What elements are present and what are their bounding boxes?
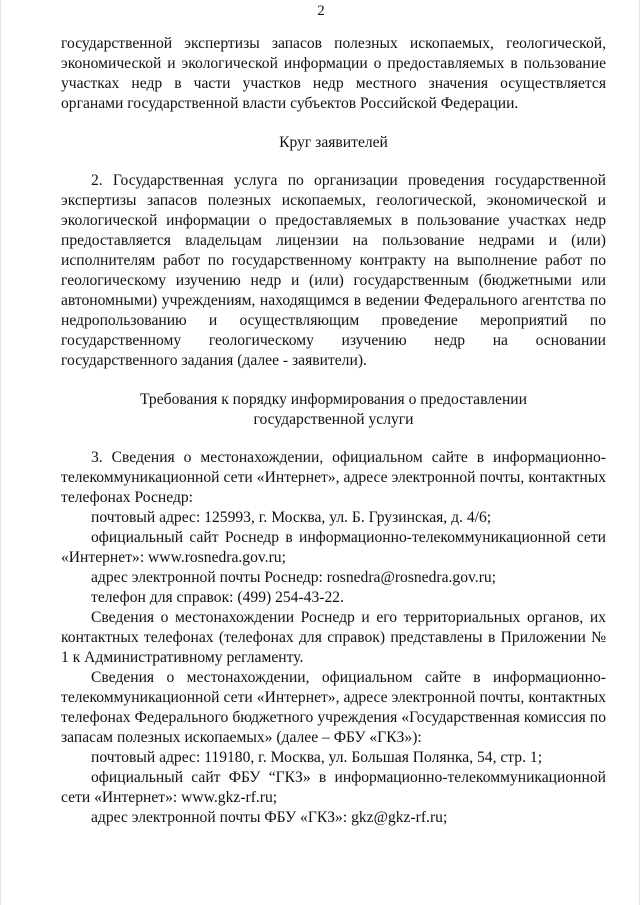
paragraph-gkz-postal-address: почтовый адрес: 119180, г. Москва, ул. Большая Полянка, 54, стр. 1;	[91, 749, 543, 766]
spacer	[61, 430, 606, 448]
page-number: 2	[317, 3, 325, 19]
document-body	[61, 34, 606, 828]
paragraph-gkz-info-intro: Сведения о местонахождении, официальном сайте в информационно-телекоммуникационной сети «Интернет», адресе электронной почты, контактных телефонах Федерального бюджетного учреждения «Государственная комиссия по запасам полезных ископаемых» (далее – ФБУ «ГКЗ»):	[61, 669, 606, 746]
section-heading-applicants: Круг заявителей	[279, 134, 388, 151]
paragraph-territorial-bodies: Сведения о местонахождении Роснедр и его территориальных органов, их контактных телефонах (телефонах для справок) представлены в Приложении № 1 к Административному регламенту.	[61, 609, 606, 666]
paragraph-postal-address: почтовый адрес: 125993, г. Москва, ул. Б. Грузинская, д. 4/6;	[91, 509, 492, 526]
paragraph-gkz-email: адрес электронной почты ФБУ «ГКЗ»: gkz@gkz-rf.ru;	[91, 809, 448, 826]
paragraph-phone: телефон для справок: (499) 254-43-22.	[91, 589, 344, 606]
spacer	[61, 114, 606, 133]
paragraph-info-intro: 3. Сведения о местонахождении, официальном сайте в информационно-телекоммуникационной сети «Интернет», адресе электронной почты, контактных телефонах Роснедр:	[61, 449, 606, 506]
spacer	[61, 371, 606, 390]
section-heading-informing-line1: Требования к порядку информирования о предоставлении	[139, 391, 527, 408]
paragraph-gkz-website: официальный сайт ФБУ “ГКЗ» в информационно-телекоммуникационной сети «Интернет»: www.gkz-rf.ru;	[61, 769, 606, 806]
paragraph-email: адрес электронной почты Роснедр: rosnedra@rosnedra.gov.ru;	[91, 569, 497, 586]
intro-paragraph: государственной экспертизы запасов полезных ископаемых, геологической, экономической и экологической информации о предоставляемых в пользование участках недр в части участков недр местного значения осуществляется органами государственной власти субъектов Российской Федерации.	[61, 35, 606, 112]
paragraph-website: официальный сайт Роснедр в информационно-телекоммуникационной сети «Интернет»: www.rosnedra.gov.ru;	[61, 529, 606, 566]
section-heading-informing-line2: государственной услуги	[253, 411, 414, 428]
paragraph-applicants: 2. Государственная услуга по организации проведения государственной экспертизы запасов полезных ископаемых, геологической, экономической и экологической информации о предоставляемых в пользование участках недр предоставляется владельцам лицензии на пользование недрами и (или) исполнителям работ по государственному контракту на выполнение работ по геологическому изучению недр и (или) государственным (бюджетными или автономными) учреждениям, находящимся в ведении Федерального агентства по недропользованию и осуществляющим проведение мероприятий по государственному геологическому изучению недр на основании государственного задания (далее - заявители).	[61, 172, 606, 369]
spacer	[61, 153, 606, 171]
